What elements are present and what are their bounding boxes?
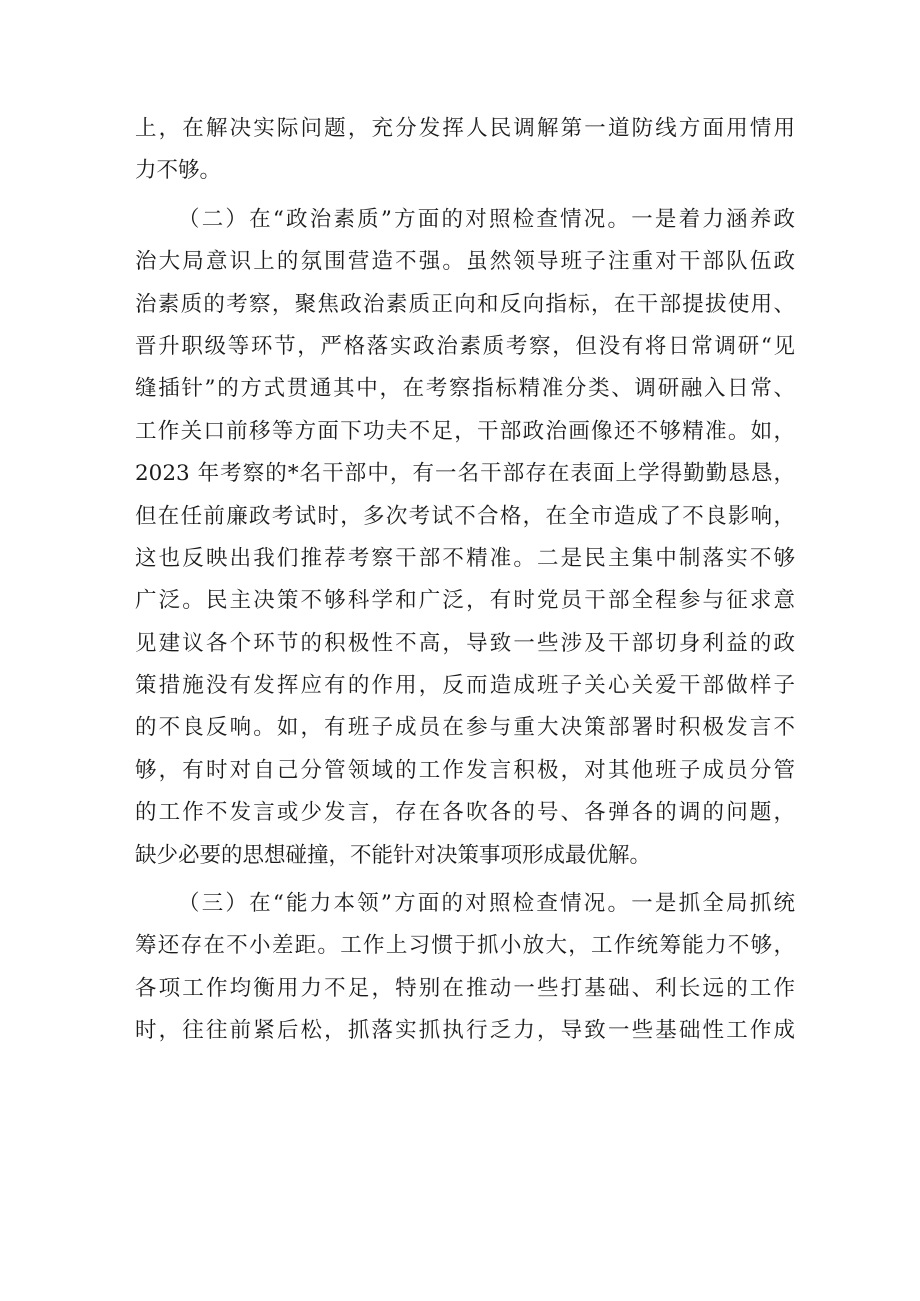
text-line: 时，往往前紧后松，抓落实抓执行乏力，导致一些基础性工作成 [135, 1018, 795, 1044]
text-line: （二）在“政治素质”方面的对照检查情况。一是着力涵养政 [178, 206, 795, 232]
text-line: 缺少必要的思想碰撞，不能针对决策事项形成最优解。 [135, 842, 652, 868]
paragraph [135, 883, 795, 1053]
text-line: 各项工作均衡用力不足，特别在推动一些打基础、利长远的工作 [135, 975, 795, 1001]
text-line: 但在任前廉政考试时，多次考试不合格，在全市造成了不良影响， [135, 503, 795, 529]
text-line: 晋升职级等环节，严格落实政治素质考察，但没有将日常调研“见 [135, 333, 795, 359]
text-line: 够，有时对自己分管领域的工作发言积极，对其他班子成员分管 [135, 757, 795, 783]
text-line: 这也反映出我们推荐考察干部不精准。二是民主集中制落实不够 [135, 545, 795, 571]
paragraph [135, 108, 795, 193]
text-line: 见建议各个环节的积极性不高，导致一些涉及干部切身利益的政 [135, 630, 795, 656]
text-line: 上，在解决实际问题，充分发挥人民调解第一道防线方面用情用 [135, 116, 795, 141]
body-text [135, 108, 795, 1053]
text-line: 策措施没有发挥应有的作用，反而造成班子关心关爱干部做样子 [135, 673, 795, 699]
text-line: 的工作不发言或少发言，存在各吹各的号、各弹各的调的问题， [135, 800, 795, 826]
text-line: 力不够。 [135, 158, 222, 184]
text-line: 广泛。民主决策不够科学和广泛，有时党员干部全程参与征求意 [135, 588, 795, 614]
text-line: 缝插针”的方式贯通其中，在考察指标精准分类、调研融入日常、 [135, 376, 795, 402]
paragraph [135, 199, 795, 877]
text-line: （三）在“能力本领”方面的对照检查情况。一是抓全局抓统 [178, 891, 795, 917]
text-line: 工作关口前移等方面下功夫不足，干部政治画像还不够精准。如， [135, 418, 795, 444]
text-line: 治大局意识上的氛围营造不强。虽然领导班子注重对干部队伍政 [135, 249, 795, 275]
text-line: 2023 年考察的*名干部中，有一名干部存在表面上学得勤勤恳恳， [135, 461, 795, 487]
text-line: 治素质的考察，聚焦政治素质正向和反向指标，在干部提拔使用、 [135, 291, 795, 317]
text-line: 筹还存在不小差距。工作上习惯于抓小放大，工作统筹能力不够， [135, 933, 795, 959]
text-line: 的不良反响。如，有班子成员在参与重大决策部署时积极发言不 [135, 715, 795, 741]
